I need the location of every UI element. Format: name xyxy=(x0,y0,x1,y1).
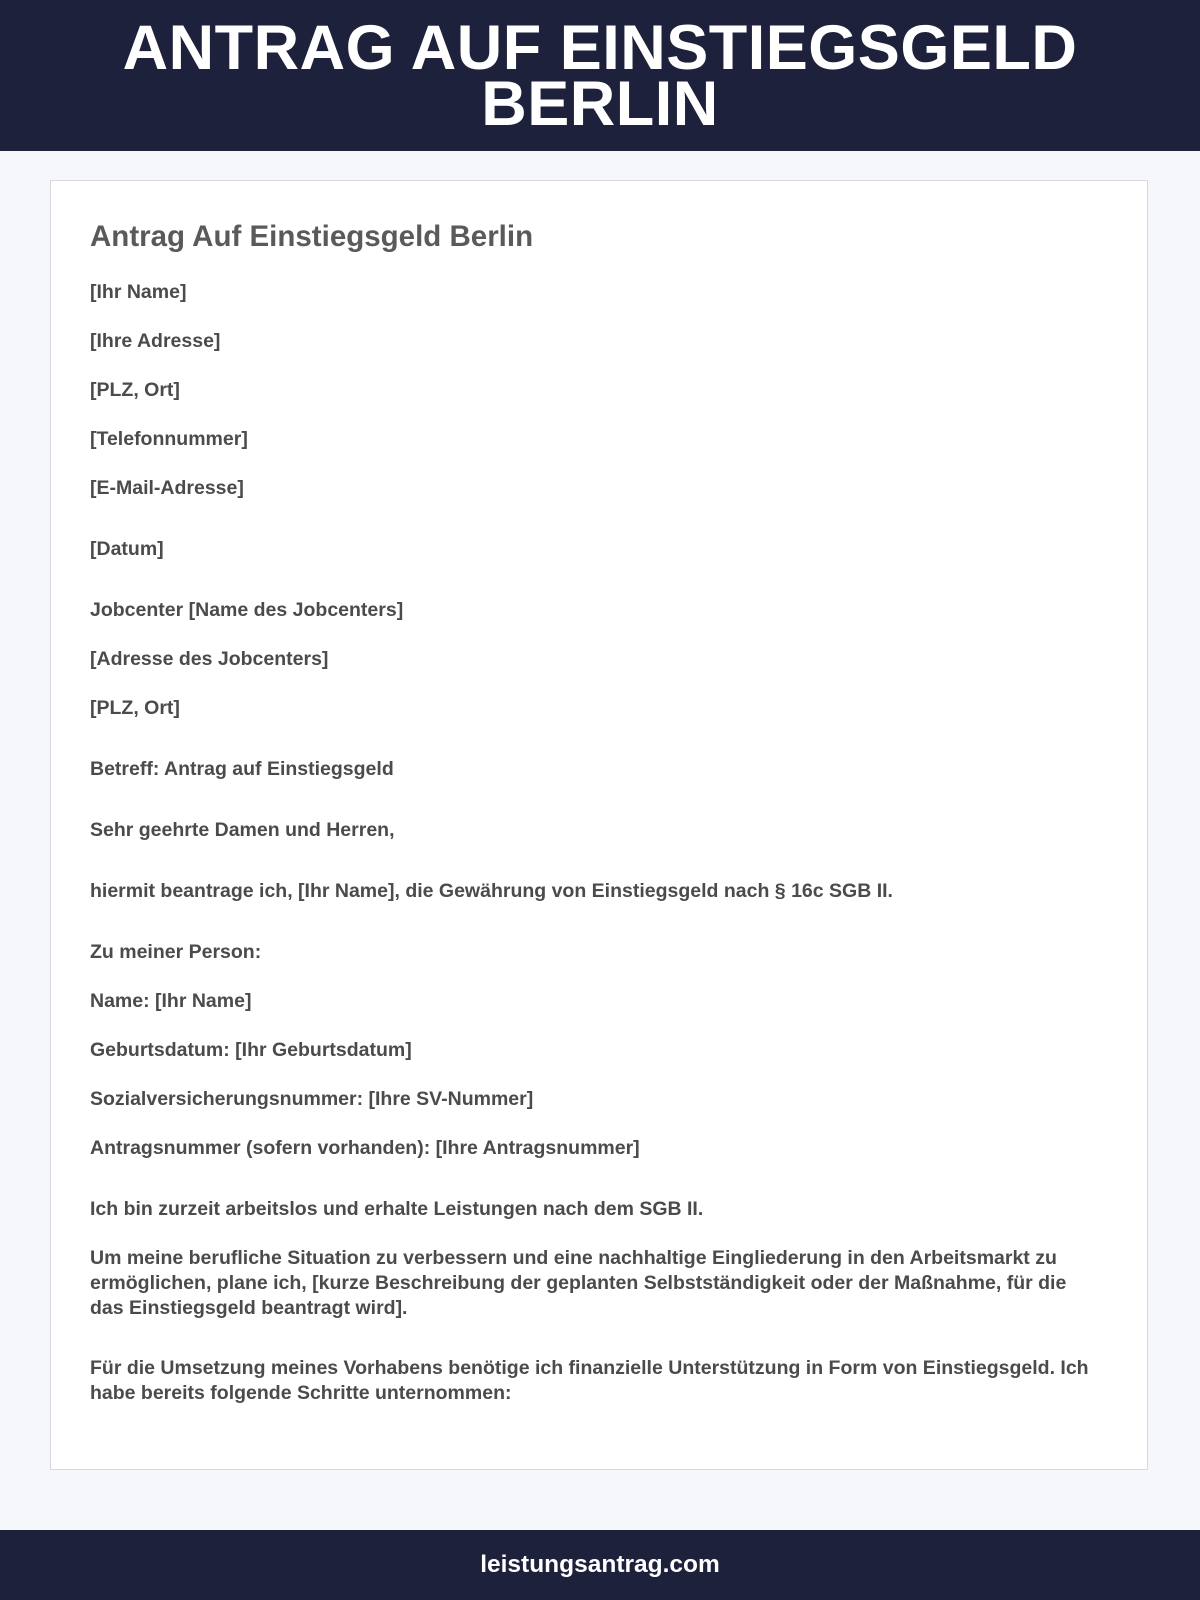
person-name: Name: [Ihr Name] xyxy=(90,990,252,1012)
intro-paragraph: hiermit beantrage ich, [Ihr Name], die Gewährung von Einstiegsgeld nach § 16c SGB II. xyxy=(90,880,893,902)
recipient-address: [Adresse des Jobcenters] xyxy=(90,648,329,670)
plan-paragraph: Um meine berufliche Situation zu verbessern und eine nachhaltige Eingliederung in den Arbeitsmarkt zu ermöglichen, plane ich, [kurze Beschreibung der geplanten Selbstständigkeit oder der Maßnahme, für die das Einstiegsgeld beantragt wird]. xyxy=(90,1247,1067,1319)
person-sv-number: Sozialversicherungsnummer: [Ihre SV-Nummer] xyxy=(90,1088,534,1110)
sender-email: [E-Mail-Adresse] xyxy=(90,477,244,499)
sender-name: [Ihr Name] xyxy=(90,281,187,303)
support-paragraph: Für die Umsetzung meines Vorhabens benötige ich finanzielle Unterstützung in Form von Einstiegsgeld. Ich habe bereits folgende Schritte unternommen: xyxy=(90,1357,1089,1404)
person-application-number: Antragsnummer (sofern vorhanden): [Ihre Antragsnummer] xyxy=(90,1137,640,1159)
person-birthdate: Geburtsdatum: [Ihr Geburtsdatum] xyxy=(90,1039,412,1061)
sender-phone: [Telefonnummer] xyxy=(90,428,248,450)
salutation: Sehr geehrte Damen und Herren, xyxy=(90,819,395,841)
page-title: ANTRAG AUF EINSTIEGSGELD BERLIN xyxy=(122,12,1078,139)
person-heading: Zu meiner Person: xyxy=(90,941,262,963)
sender-zip-city: [PLZ, Ort] xyxy=(90,379,180,401)
sender-address: [Ihre Adresse] xyxy=(90,330,221,352)
letter-date: [Datum] xyxy=(90,538,164,560)
document-title: Antrag Auf Einstiegsgeld Berlin xyxy=(90,220,534,253)
status-paragraph: Ich bin zurzeit arbeitslos und erhalte Leistungen nach dem SGB II. xyxy=(90,1198,704,1220)
footer-site-name: leistungsantrag.com xyxy=(480,1551,720,1578)
recipient-zip-city: [PLZ, Ort] xyxy=(90,697,180,719)
subject-line: Betreff: Antrag auf Einstiegsgeld xyxy=(90,758,394,780)
page-footer xyxy=(0,1530,1200,1600)
recipient-name: Jobcenter [Name des Jobcenters] xyxy=(90,599,404,621)
page-header xyxy=(0,0,1200,151)
